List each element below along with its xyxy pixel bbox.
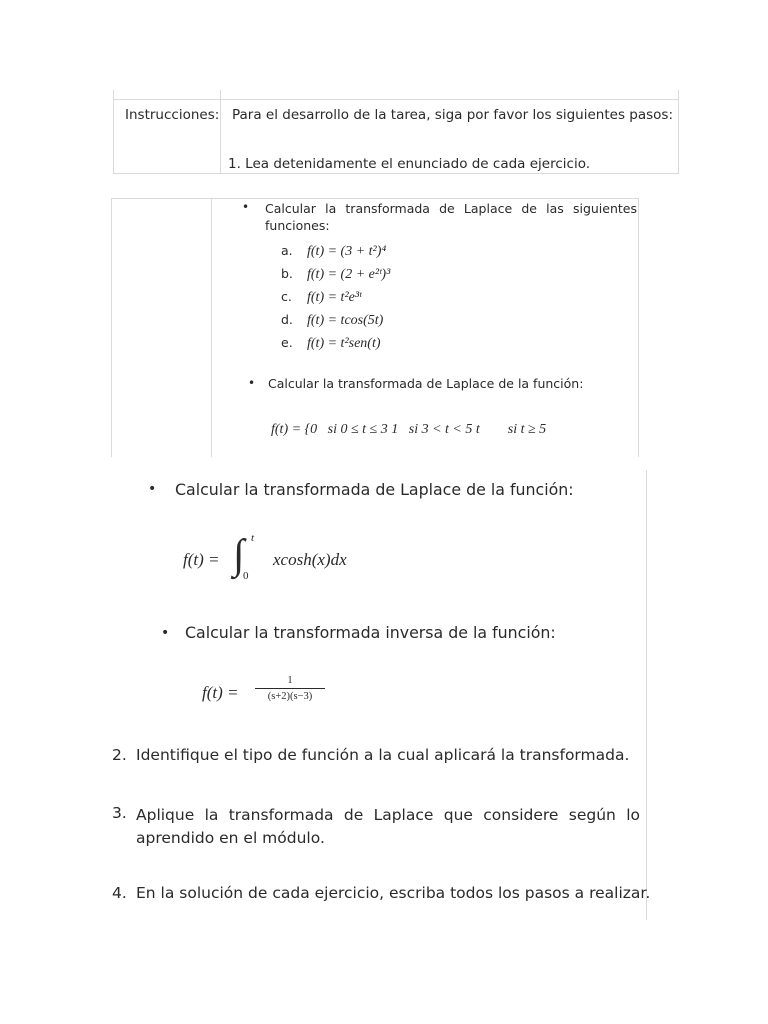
table-border-top [111, 198, 639, 199]
bullet-icon: • [161, 625, 170, 641]
fraction-bar [255, 688, 325, 689]
integral-lower: 0 [243, 570, 249, 582]
table-border-left [111, 198, 112, 457]
step-3-number: 3. [112, 804, 127, 822]
table-border-right [678, 90, 679, 174]
exercise1-list [281, 240, 390, 355]
bullet-icon: • [242, 200, 250, 214]
fraction-denominator: (s+2)(s−3) [267, 691, 313, 702]
bullet-icon: • [148, 481, 157, 497]
instructions-table [113, 90, 679, 174]
step-2-number: 2. [112, 746, 127, 764]
exercise4-bullet: Calcular la transformada inversa de la función: [185, 623, 556, 642]
exercise2-formula: f(t) = {0 si 0 ≤ t ≤ 3 1 si 3 < t < 5 t si t ≥ 5 [271, 422, 547, 437]
inverse-lhs: f(t) = [202, 683, 239, 702]
list-item: b. f(t) = (2 + e²ᵗ)³ [281, 266, 391, 282]
exercise3-bullet: Calcular la transformada de Laplace de la función: [175, 480, 574, 499]
list-item: e. f(t) = t²sen(t) [281, 335, 381, 351]
exercise1-bullet: Calcular la transformada de Laplace de las siguientes funciones: [265, 201, 637, 233]
exercise2-bullet: Calcular la transformada de Laplace de la función: [268, 376, 584, 391]
step-1: 1. Lea detenidamente el enunciado de cada ejercicio. [228, 156, 591, 172]
list-item: d. f(t) = tcos(5t) [281, 312, 384, 328]
table-border-middle [211, 198, 212, 457]
fraction-numerator: 1 [287, 675, 293, 686]
step-3: Aplique la transformada de Laplace que considere según lo aprendido en el módulo. [136, 806, 640, 847]
page-border-right [646, 470, 647, 920]
fraction [255, 674, 325, 703]
steps-section [112, 470, 651, 920]
table-border-left [113, 90, 114, 174]
integrand: xcosh(x)dx [273, 550, 347, 569]
exercises-table [111, 198, 639, 457]
instructions-label: Instrucciones: [125, 107, 220, 123]
integral-sign-icon: ∫ [233, 532, 245, 578]
bullet-icon: • [248, 376, 256, 390]
table-border-bottom [113, 173, 679, 174]
step-4: En la solución de cada ejercicio, escriba todos los pasos a realizar. [136, 884, 651, 902]
list-item: a. f(t) = (3 + t²)⁴ [281, 243, 387, 259]
list-item: c. f(t) = t²e³ᵗ [281, 289, 362, 305]
step-2: Identifique el tipo de función a la cual aplicará la transformada. [136, 746, 630, 764]
table-border-right [638, 198, 639, 457]
integral-lhs: f(t) = [183, 550, 220, 569]
table-border-middle [220, 90, 221, 174]
step-4-number: 4. [112, 884, 127, 902]
instructions-intro: Para el desarrollo de la tarea, siga por favor los siguientes pasos: [232, 107, 673, 123]
table-border-top [113, 99, 679, 100]
integral-upper: t [251, 532, 255, 544]
